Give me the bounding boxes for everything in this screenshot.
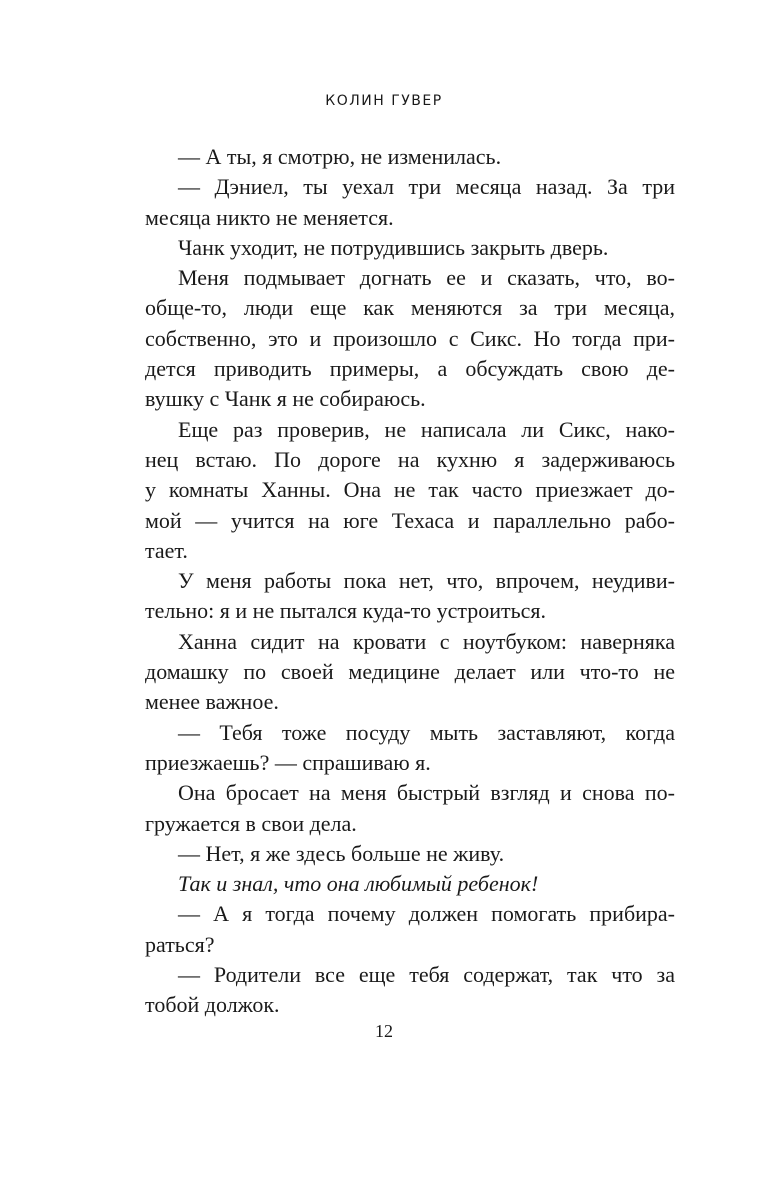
text-line: Ханна сидит на кровати с ноутбуком: наверняка	[178, 628, 675, 654]
page-number: 12	[375, 1021, 393, 1041]
text-line: раться?	[145, 931, 215, 957]
running-header: КОЛИН ГУВЕР	[325, 93, 443, 109]
text-line: месяца никто не меняется.	[145, 204, 394, 230]
text-line: обще-то, люди еще как меняются за три месяца,	[145, 295, 675, 321]
text-line: у комнаты Ханны. Она не так часто приезжает до-	[145, 477, 675, 503]
text-line: тельно: я и не пытался куда-то устроиться.	[145, 598, 547, 624]
text-line: приезжаешь? — спрашиваю я.	[145, 749, 431, 775]
text-line: — Родители все еще тебя содержат, так что за	[178, 962, 675, 988]
text-line: тает.	[145, 537, 188, 563]
text-line: гружается в свои дела.	[145, 810, 357, 836]
text-line: дется приводить примеры, а обсуждать свою де-	[145, 356, 675, 382]
text-line: — Тебя тоже посуду мыть заставляют, когда	[178, 719, 675, 745]
text-line: менее важное.	[145, 689, 279, 715]
text-line: мой — учится на юге Техаса и параллельно рабо-	[145, 507, 675, 533]
text-line: — А ты, я смотрю, не изменилась.	[178, 144, 502, 169]
text-line: Еще раз проверив, не написала ли Сикс, нако-	[178, 416, 675, 442]
text-line: вушку с Чанк я не собираюсь.	[145, 386, 426, 412]
text-line: Чанк уходит, не потрудившись закрыть дверь.	[178, 234, 609, 260]
text-line: Меня подмывает догнать ее и сказать, что, во-	[178, 265, 675, 291]
text-line: — Дэниел, ты уехал три месяца назад. За три	[178, 174, 675, 200]
text-line: собственно, это и произошло с Сикс. Но тогда при-	[145, 325, 675, 351]
text-line: — А я тогда почему должен помогать прибира-	[178, 901, 675, 927]
text-line: Так и знал, что она любимый ребенок!	[178, 871, 539, 897]
text-line: нец встаю. По дороге на кухню я задерживаюсь	[145, 446, 675, 472]
text-line: Она бросает на меня быстрый взгляд и снова по-	[178, 780, 675, 806]
text-line: У меня работы пока нет, что, впрочем, неудиви-	[178, 568, 675, 594]
text-line: тобой должок.	[145, 992, 280, 1018]
body-text	[145, 142, 675, 1021]
text-line: домашку по своей медицине делает или что-то не	[145, 659, 675, 685]
text-line: — Нет, я же здесь больше не живу.	[178, 840, 505, 866]
